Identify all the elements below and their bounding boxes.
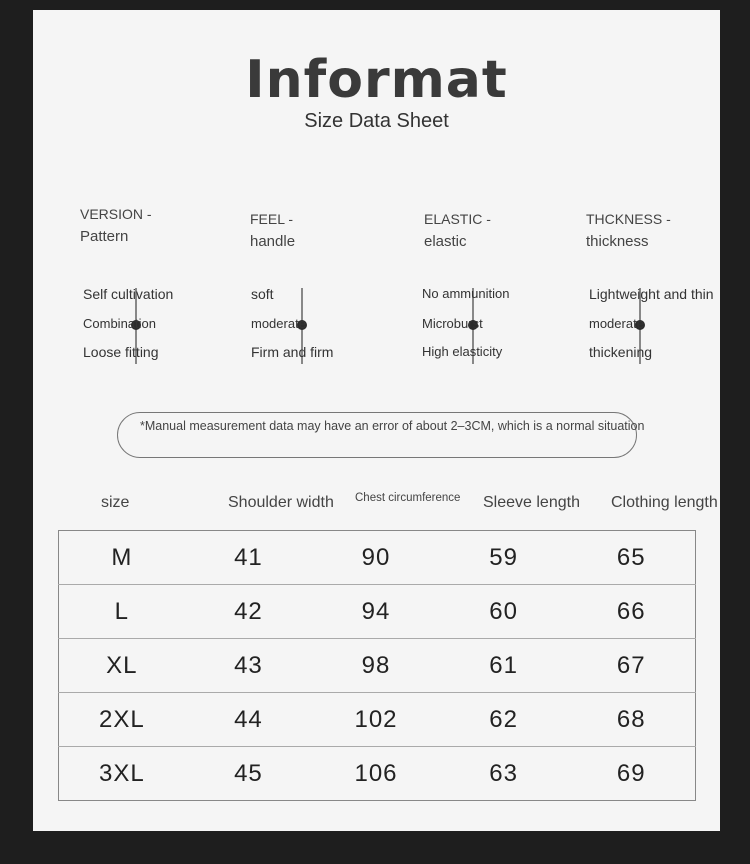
scale-option: Firm and firm — [251, 344, 334, 360]
attr-subheading: thickness — [586, 233, 649, 250]
size-cell: M — [111, 543, 133, 571]
clothing-cell: 66 — [567, 585, 695, 639]
clothing-cell: 65 — [616, 543, 646, 571]
table-row — [59, 693, 696, 747]
attr-subheading: handle — [250, 233, 296, 250]
clothing-cell: 68 — [567, 693, 695, 747]
attr-thickness — [586, 211, 671, 250]
chest-cell: 102 — [312, 693, 440, 747]
measurement-note-text: *Manual measurement data may have an error of about 2–3CM, which is a normal situation — [140, 419, 645, 433]
scale-option: thickening — [589, 344, 653, 360]
clothing-cell: 69 — [567, 747, 695, 801]
size-sheet-card — [33, 10, 720, 831]
scale-option: High elasticity — [422, 344, 503, 359]
size-cell: 3XL — [59, 747, 185, 801]
chest-cell: 90 — [361, 543, 391, 571]
chest-cell: 94 — [312, 585, 440, 639]
size-cell: 2XL — [59, 693, 185, 747]
attr-heading: THCKNESS - — [586, 211, 671, 227]
chest-cell: 106 — [312, 747, 440, 801]
scale-option: moderate — [589, 316, 644, 331]
table-row — [59, 531, 696, 585]
attr-elastic — [424, 211, 491, 250]
column-header-size: size — [101, 494, 130, 511]
page-subtitle: Size Data Sheet — [304, 110, 449, 132]
sleeve-cell: 59 — [489, 543, 518, 571]
table-row — [59, 585, 696, 639]
shoulder-cell: 45 — [185, 747, 313, 801]
column-header-sleeve: Sleeve length — [483, 494, 580, 511]
column-header-clothing: Clothing length — [611, 494, 718, 511]
measurement-note — [117, 412, 645, 458]
column-header-shoulder: Shoulder width — [228, 494, 334, 511]
chest-cell: 98 — [312, 639, 440, 693]
scale-option: No ammunition — [422, 286, 510, 301]
size-cell: XL — [59, 639, 185, 693]
sleeve-cell: 63 — [440, 747, 568, 801]
scale-option: Lightweight and thin — [589, 286, 714, 302]
attr-heading: VERSION - — [80, 206, 152, 222]
shoulder-cell: 42 — [185, 585, 313, 639]
scale-option: moderate — [251, 316, 306, 331]
scale-option: Loose fitting — [83, 344, 159, 360]
attr-heading: ELASTIC - — [424, 211, 491, 227]
sleeve-cell: 60 — [440, 585, 568, 639]
scale-option: soft — [251, 286, 274, 302]
shoulder-cell: 44 — [185, 693, 313, 747]
size-cell: L — [59, 585, 185, 639]
table-row — [59, 639, 696, 693]
size-table — [58, 530, 696, 801]
attr-subheading: elastic — [424, 233, 467, 250]
scale-option: Self cultivation — [83, 286, 174, 302]
attr-subheading: Pattern — [80, 228, 129, 245]
table-row — [59, 747, 696, 801]
shoulder-cell: 41 — [234, 543, 263, 571]
shoulder-cell: 43 — [185, 639, 313, 693]
clothing-cell: 67 — [567, 639, 695, 693]
sleeve-cell: 62 — [440, 693, 568, 747]
attr-heading: FEEL - — [250, 211, 294, 227]
page-title: Informat — [245, 50, 508, 110]
column-header-chest: Chest circumference — [355, 492, 461, 504]
attr-feel — [250, 211, 295, 250]
attr-version — [80, 206, 152, 245]
sleeve-cell: 61 — [440, 639, 568, 693]
scale-option: Microburst — [422, 316, 483, 331]
scale-option: Combination — [83, 316, 156, 331]
